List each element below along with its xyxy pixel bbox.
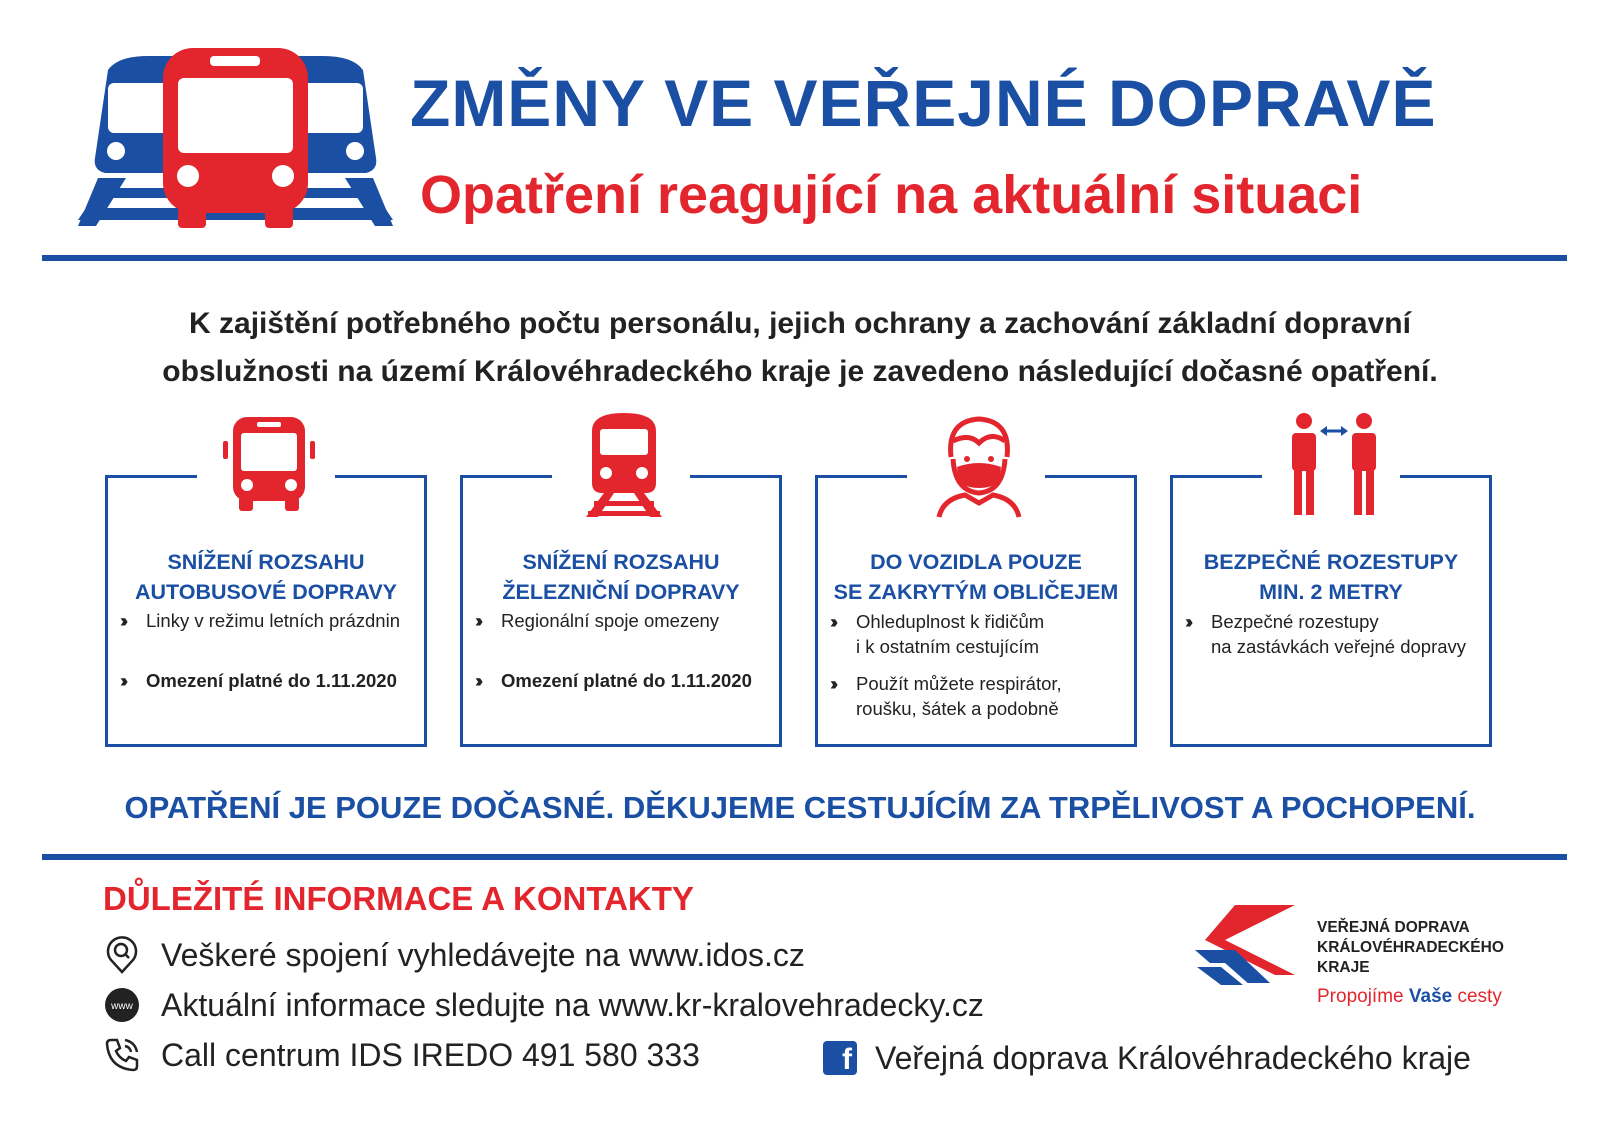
slogan-part: Vaše [1408, 986, 1453, 1007]
logo-slogan [1317, 986, 1502, 1008]
card-border [1170, 475, 1262, 478]
card-title-line: AUTOBUSOVÉ DOPRAVY [134, 580, 398, 604]
card-title [1173, 547, 1489, 607]
card-bullet [120, 608, 418, 633]
intro-line: obslužnosti na území Královéhradeckého kraje je zavedeno následující dočasné opatření. [162, 355, 1438, 388]
card-title-line: SE ZAKRYTÝM OBLIČEJEM [833, 580, 1119, 604]
card-border [105, 475, 197, 478]
card-title [108, 547, 424, 607]
card-border [335, 475, 427, 478]
divider [42, 854, 1567, 860]
card-border [815, 475, 907, 478]
card-title-line: DO VOZIDLA POUZE [870, 550, 1082, 574]
contact-web [103, 982, 984, 1028]
bullet-text: na zastávkách veřejné dopravy [1211, 636, 1467, 657]
contact-facebook [823, 1035, 1471, 1081]
card-border [1400, 475, 1492, 478]
logo-text [1317, 918, 1504, 978]
slogan-part: cesty [1452, 986, 1502, 1007]
intro-text [60, 300, 1540, 396]
facebook-icon: f [823, 1041, 857, 1075]
contact-text: Veřejná doprava Královéhradeckého kraje [875, 1039, 1471, 1076]
chevron-right-icon: ›› [1185, 611, 1190, 632]
chevron-right-icon: ›› [120, 670, 125, 691]
card-title-line: BEZPEČNÉ ROZESTUPY [1203, 550, 1459, 574]
card-bullet [120, 668, 418, 693]
search-location-icon [103, 936, 141, 974]
card-bus [105, 475, 427, 747]
page-subtitle: Opatření reagující na aktuální situaci [420, 165, 1363, 225]
bullet-text: Ohleduplnost k řidičům [856, 611, 1045, 632]
bullet-text: Omezení platné do 1.11.2020 [146, 670, 397, 691]
page-title: ZMĚNY VE VEŘEJNÉ DOPRAVĚ [410, 66, 1437, 140]
card-title [818, 547, 1134, 607]
card-border [1045, 475, 1137, 478]
logo-line: KRAJE [1317, 959, 1370, 976]
bus-icon [219, 411, 319, 519]
contact-search [103, 932, 805, 978]
closing-message: OPATŘENÍ JE POUZE DOČASNÉ. DĚKUJEME CESTUJÍCÍM ZA TRPĚLIVOST A POCHOPENÍ. [124, 790, 1476, 825]
svg-text:www: www [111, 1001, 133, 1012]
card-bullet [475, 608, 773, 633]
bullet-text: Omezení platné do 1.11.2020 [501, 670, 752, 691]
card-border [690, 475, 782, 478]
card-title-line: SNÍŽENÍ ROZSAHU [167, 550, 365, 574]
card-border [460, 475, 552, 478]
card-face-mask [815, 475, 1137, 747]
card-bullet [830, 671, 1128, 721]
bullet-text: i k ostatním cestujícím [856, 636, 1039, 657]
chevron-right-icon: ›› [475, 610, 480, 631]
logo-icon [1195, 905, 1305, 985]
social-distance-icon [1284, 411, 1384, 519]
bullet-text: Použít můžete respirátor, [856, 673, 1062, 694]
card-title [463, 547, 779, 607]
chevron-right-icon: ›› [475, 670, 480, 691]
divider [42, 255, 1567, 261]
intro-line: K zajištění potřebného počtu personálu, jejich ochrany a zachování základní dopravní [189, 307, 1411, 340]
card-bullet [830, 609, 1128, 659]
contact-text: Call centrum IDS IREDO 491 580 333 [161, 1036, 700, 1073]
card-bullet [475, 668, 773, 693]
chevron-right-icon: ›› [830, 673, 835, 694]
bullet-text: Linky v režimu letních prázdnin [146, 610, 400, 631]
train-and-bus-icon [78, 48, 393, 228]
card-title-line: MIN. 2 METRY [1259, 580, 1403, 604]
card-social-distance [1170, 475, 1492, 747]
info-heading: DŮLEŽITÉ INFORMACE A KONTAKTY [103, 880, 694, 917]
logo-line: KRÁLOVÉHRADECKÉHO [1317, 939, 1504, 956]
bullet-text: Regionální spoje omezeny [501, 610, 720, 631]
train-icon [574, 411, 674, 519]
contact-phone [103, 1032, 700, 1078]
phone-icon [103, 1036, 141, 1074]
slogan-part: Propojíme [1317, 986, 1409, 1007]
contact-text: Veškeré spojení vyhledávejte na www.idos.cz [161, 936, 805, 973]
chevron-right-icon: ›› [830, 611, 835, 632]
card-title-line: ŽELEZNIČNÍ DOPRAVY [502, 580, 740, 604]
bullet-text: roušku, šátek a podobně [856, 698, 1059, 719]
contact-text: Aktuální informace sledujte na www.kr-kralovehradecky.cz [161, 986, 984, 1023]
www-icon [103, 986, 141, 1024]
logo-line: VEŘEJNÁ DOPRAVA [1317, 919, 1470, 936]
face-mask-icon [929, 411, 1029, 519]
bullet-text: Bezpečné rozestupy [1211, 611, 1379, 632]
card-bullet [1185, 609, 1483, 659]
card-title-line: SNÍŽENÍ ROZSAHU [522, 550, 720, 574]
card-train [460, 475, 782, 747]
chevron-right-icon: ›› [120, 610, 125, 631]
